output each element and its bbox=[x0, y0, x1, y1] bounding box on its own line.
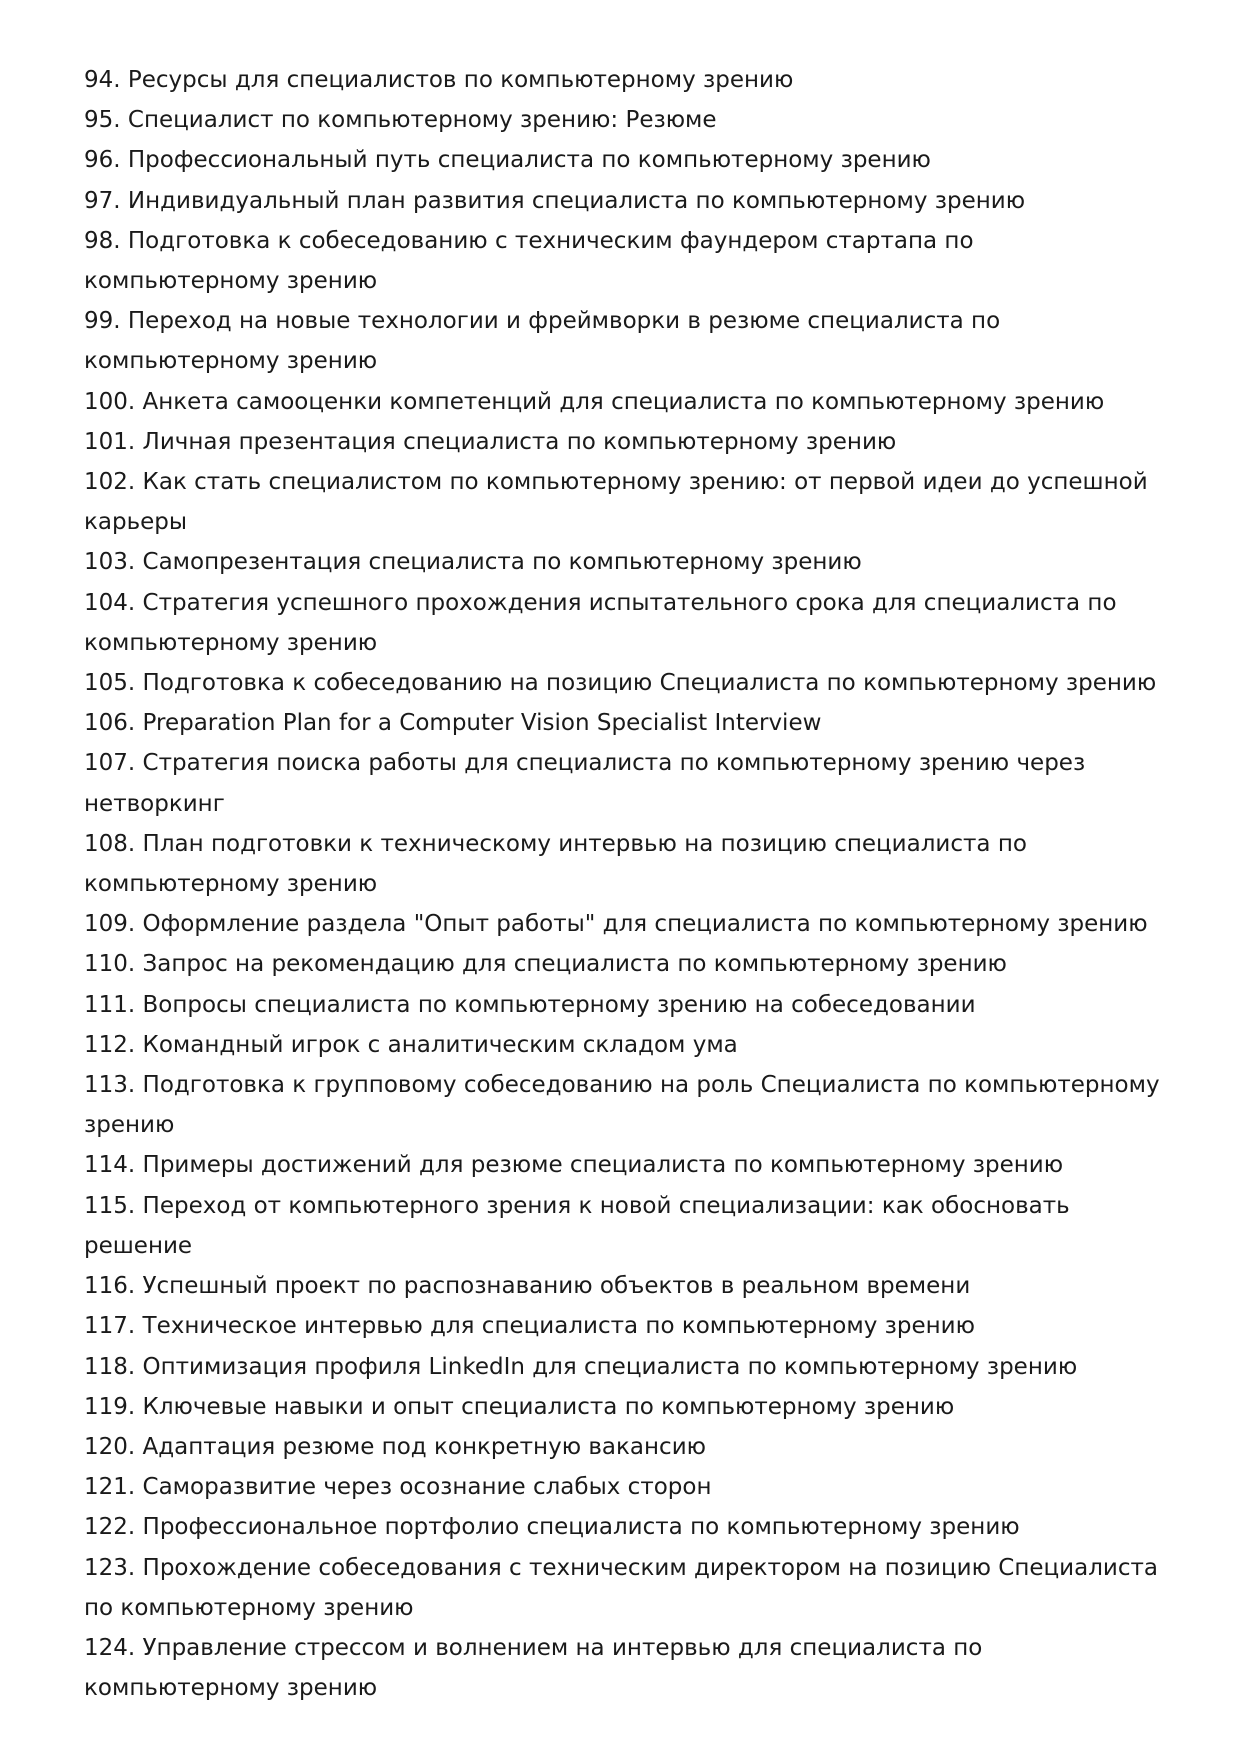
toc-item: 104. Стратегия успешного прохождения испытательного срока для специалиста по компьютерному зрению bbox=[84, 589, 1117, 656]
toc-item: 120. Адаптация резюме под конкретную вакансию bbox=[84, 1433, 706, 1460]
toc-item: 100. Анкета самооценки компетенций для специалиста по компьютерному зрению bbox=[84, 388, 1105, 415]
toc-item: 110. Запрос на рекомендацию для специалиста по компьютерному зрению bbox=[84, 951, 1007, 978]
toc-item: 96. Профессиональный путь специалиста по компьютерному зрению bbox=[84, 147, 931, 174]
toc-item: 101. Личная презентация специалиста по компьютерному зрению bbox=[84, 428, 897, 455]
toc-item: 94. Ресурсы для специалистов по компьютерному зрению bbox=[84, 67, 794, 93]
toc-item: 97. Индивидуальный план развития специалиста по компьютерному зрению bbox=[84, 187, 1026, 214]
toc-item: 107. Стратегия поиска работы для специалиста по компьютерному зрению через нетворкинг bbox=[84, 750, 1086, 817]
toc-item: 99. Переход на новые технологии и фреймворки в резюме специалиста по компьютерному зрению bbox=[84, 308, 1001, 375]
toc-item: 122. Профессиональное портфолио специалиста по компьютерному зрению bbox=[84, 1514, 1020, 1541]
toc-item: 109. Оформление раздела "Опыт работы" для специалиста по компьютерному зрению bbox=[84, 911, 1148, 938]
toc-item: 124. Управление стрессом и волнением на интервью для специалиста по компьютерному зрению bbox=[84, 1634, 983, 1702]
toc-item: 95. Специалист по компьютерному зрению: Резюме bbox=[84, 107, 717, 134]
toc-item: 112. Командный игрок с аналитическим складом ума bbox=[84, 1031, 738, 1058]
toc-item: 103. Самопрезентация специалиста по компьютерному зрению bbox=[84, 549, 862, 576]
toc-item: 113. Подготовка к групповому собеседованию на роль Специалиста по компьютерному зрению bbox=[84, 1072, 1160, 1139]
toc-item: 106. Preparation Plan for a Computer Vision Specialist Interview bbox=[84, 710, 822, 737]
toc-item: 98. Подготовка к собеседованию с техническим фаундером стартапа по компьютерному зрению bbox=[84, 227, 974, 295]
toc-item: 121. Саморазвитие через осознание слабых сторон bbox=[84, 1474, 712, 1501]
toc-item: 102. Как стать специалистом по компьютерному зрению: от первой идеи до успешной карьеры bbox=[84, 469, 1148, 536]
toc-item: 118. Оптимизация профиля LinkedIn для специалиста по компьютерному зрению bbox=[84, 1353, 1078, 1380]
toc-item: 105. Подготовка к собеседованию на позицию Специалиста по компьютерному зрению bbox=[84, 670, 1157, 697]
toc-item: 115. Переход от компьютерного зрения к новой специализации: как обосновать решение bbox=[84, 1192, 1070, 1259]
toc-item: 119. Ключевые навыки и опыт специалиста по компьютерному зрению bbox=[84, 1393, 955, 1420]
toc-item: 114. Примеры достижений для резюме специалиста по компьютерному зрению bbox=[84, 1152, 1064, 1179]
document-page bbox=[84, 60, 1164, 1708]
toc-item: 123. Прохождение собеседования с техническим директором на позицию Специалиста по компьютерному зрению bbox=[84, 1554, 1159, 1621]
toc-item: 111. Вопросы специалиста по компьютерному зрению на собеседовании bbox=[84, 991, 976, 1018]
toc-item: 116. Успешный проект по распознаванию объектов в реальном времени bbox=[84, 1273, 971, 1300]
toc-item: 108. План подготовки к техническому интервью на позицию специалиста по компьютерному зрению bbox=[84, 830, 1027, 898]
table-of-contents bbox=[84, 60, 1164, 1708]
toc-item: 117. Техническое интервью для специалиста по компьютерному зрению bbox=[84, 1313, 975, 1340]
